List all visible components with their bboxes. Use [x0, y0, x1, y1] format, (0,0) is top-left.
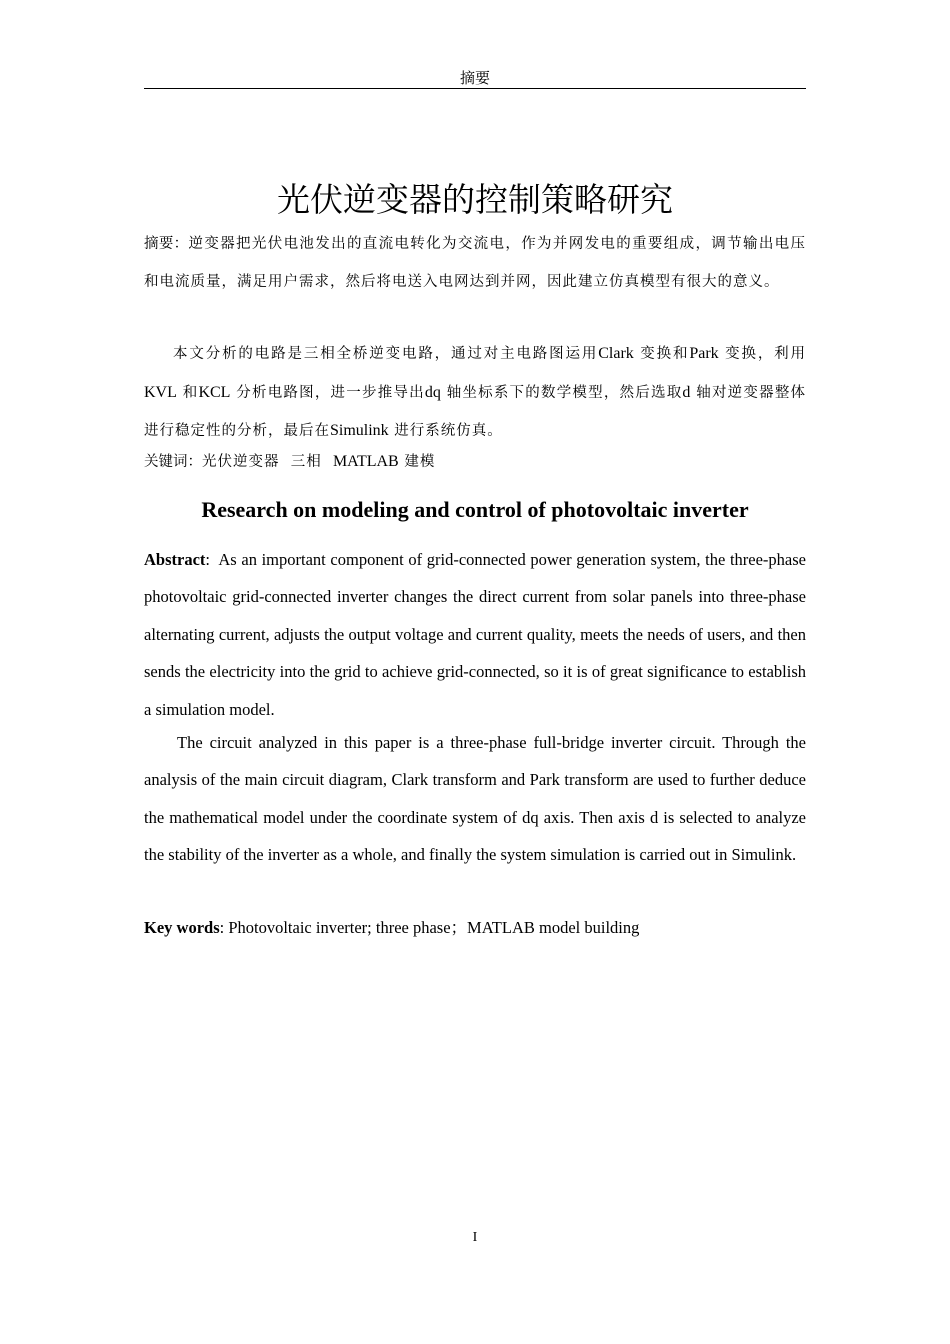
- english-keywords-label: Key words: [144, 918, 220, 937]
- chinese-title: 光伏逆变器的控制策略研究: [277, 180, 673, 219]
- running-header: 摘要: [459, 69, 490, 87]
- keyword-3-latin: MATLAB: [332, 453, 399, 470]
- cn-text-segment: 分析电路图，进一步推导出: [236, 384, 425, 401]
- page-number: I: [472, 1230, 478, 1245]
- chinese-abstract-paragraph-2: [144, 335, 806, 451]
- chinese-abstract: [144, 226, 806, 301]
- english-abstract-label: Abstract: [144, 550, 206, 569]
- term-d: d: [682, 383, 691, 401]
- keyword-3: 建模: [404, 454, 436, 470]
- cn-text-segment: 进行系统仿真。: [394, 423, 503, 439]
- cn-text-segment: 轴坐标系下的数学模型，然后选取: [446, 384, 683, 401]
- english-title: Research on modeling and control of photovoltaic inverter: [201, 497, 749, 522]
- english-abstract-paragraph-2: The circuit analyzed in this paper is a three-phase full-bridge inverter circuit. Through the analysis of the main circuit diagram, Clark transform and Park transform are used to further deduce the mathematical model under the coordinate system of dq axis. Then axis d is selected to analyze the stability of the inverter as a whole, and finally the system simulation is carried out in Simulink.: [144, 733, 806, 865]
- chinese-keywords: [144, 445, 806, 479]
- term-simulink: Simulink: [330, 422, 389, 439]
- cn-text-segment: 和: [182, 384, 199, 401]
- chinese-keywords-label: 关键词：: [144, 454, 202, 470]
- english-keywords-text: : Photovoltaic inverter; three phase；MATLAB model building: [219, 918, 640, 937]
- term-park: Park: [689, 345, 719, 362]
- cn-text-segment: 变换，利用: [725, 346, 807, 362]
- term-dq: dq: [424, 383, 441, 401]
- term-kcl: KCL: [198, 383, 231, 401]
- cn-text-segment: 变换和: [640, 346, 690, 362]
- chinese-abstract-text: 逆变器把光伏电池发出的直流电转化为交流电，作为并网发电的重要组成，调节输出电压和电流质量，满足用户需求，然后将电送入电网达到并网，因此建立仿真模型有很大的意义。: [144, 236, 807, 290]
- cn-text-segment: 本文分析的电路是三相全桥逆变电路，通过对主电路图运用: [173, 346, 599, 362]
- cn-text-segment: 轴对逆变器整体进行稳定性的分析，最后在: [144, 384, 807, 439]
- chinese-abstract-label: 摘要：: [144, 236, 189, 252]
- term-kvl: KVL: [144, 383, 177, 401]
- english-abstract-text: As an important component of grid-connected power generation system, the three-phase photovoltaic grid-connected inverter changes the direct current from solar panels into three-phase alternating current, adjusts the output voltage and current quality, meets the needs of users, and then sends the electricity into the grid to achieve grid-connected, so it is of great significance to establish a simulation model.: [144, 550, 806, 719]
- header-rule: [144, 88, 806, 89]
- english-abstract: Abstract: As an important component of grid-connected power generation system, the three-phase photovoltaic grid-connected inverter changes the direct current from solar panels into three-phase alternating current, adjusts the output voltage and current quality, meets the needs of users, and then sends the electricity into the grid to achieve grid-connected, so it is of great significance to establish a simulation model.: [144, 550, 806, 719]
- keyword-1: 光伏逆变器: [202, 454, 280, 470]
- english-keywords: [144, 910, 806, 946]
- term-clark: Clark: [598, 345, 634, 362]
- keyword-2: 三相: [290, 454, 322, 470]
